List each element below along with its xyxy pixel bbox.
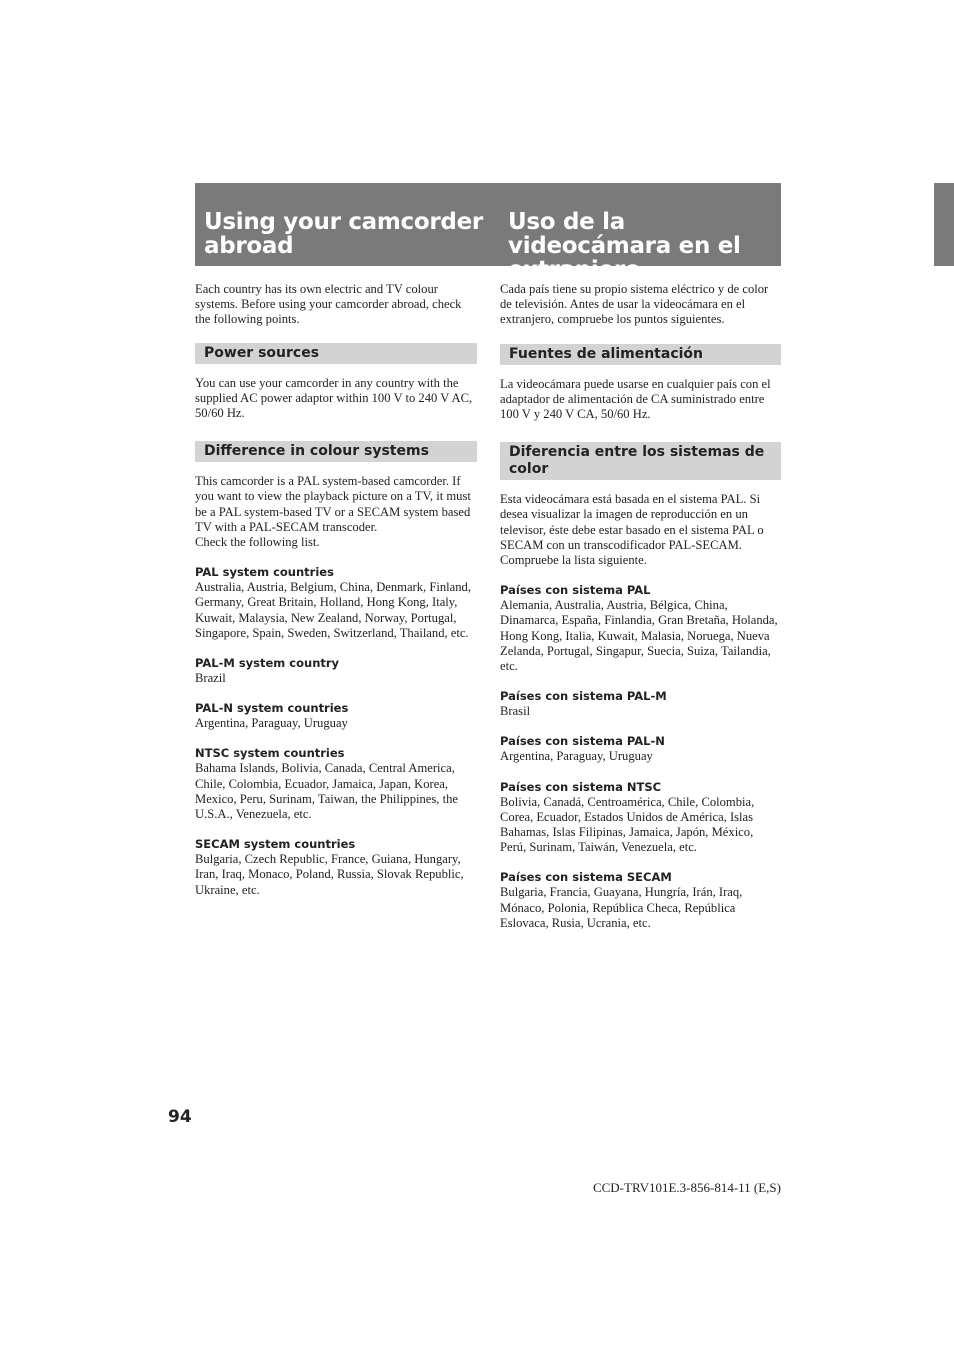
list-text-ntsc: Bahama Islands, Bolivia, Canada, Central America, Chile, Colombia, Ecuador, Jamaica, Japan, Korea, Mexico, Peru, Surinam, Taiwan, the Philippines, the U.S.A., Venezuela, etc. [195,761,458,822]
power-sources-text: You can use your camcorder in any country with the supplied AC power adaptor within 100 V to 240 V AC, 50/60 Hz. [195,375,473,421]
colour-systems-check: Compruebe la lista siguiente. [500,553,647,568]
document-code: CCD-TRV101E.3-856-814-11 (E,S) [592,1180,781,1195]
list-heading-pal-n: Países con sistema PAL-N [500,734,665,749]
list-heading-pal-n: PAL-N system countries [195,701,349,716]
page-title-english: Using your camcorder abroad [204,209,483,259]
list-heading-secam: SECAM system countries [195,837,356,852]
list-text-pal-m: Brasil [500,704,531,719]
power-sources-text: La videocámara puede usarse en cualquier país con el adaptador de alimentación de CA suministrado entre 100 V y 240 V CA, 50/60 Hz. [500,376,771,422]
list-text-ntsc: Bolivia, Canadá, Centroamérica, Chile, Colombia, Corea, Ecuador, Estados Unidos de América, Islas Bahamas, Islas Filipinas, Jamaica, Japón, México, Perú, Surinam, Taiwán, Venezuela, etc. [500,794,755,855]
section-heading-colour-systems: Diferencia entre los sistemas de color [500,442,781,480]
colour-systems-text: Esta videocámara está basada en el sistema PAL. Si desea visualizar la imagen de reproducción en un televisor, éste debe estar basado en el sistema PAL o SECAM con un transcodificador PAL-SECAM. [500,492,764,552]
page-number: 94 [168,1107,192,1127]
spanish-column [500,282,781,931]
colour-systems-check: Check the following list. [195,535,320,550]
list-text-pal: Alemania, Australia, Austria, Bélgica, China, Dinamarca, España, Finlandia, Gran Bretaña, Holanda, Hong Kong, Italia, Kuwait, Malasia, Noruega, Nueva Zelanda, Portugal, Singapur, Suecia, Suiza, Tailandia, etc. [500,598,778,674]
colour-systems-text: This camcorder is a PAL system-based camcorder. If you want to view the playback picture on a TV, it must be a PAL system-based TV or a SECAM system based TV with a PAL-SECAM transcoder. [195,474,471,534]
list-heading-pal: PAL system countries [195,565,334,580]
intro-text: Each country has its own electric and TV colour systems. Before using your camcorder abroad, check the following points. [195,282,462,327]
list-text-secam: Bulgaria, Francia, Guayana, Hungría, Irán, Iraq, Mónaco, Polonia, República Checa, República Eslovaca, Rusia, Ucrania, etc. [500,885,743,930]
section-tab-marker [934,183,954,266]
list-text-pal-m: Brazil [195,671,226,686]
english-column [195,282,477,898]
list-heading-pal-m: PAL-M system country [195,656,340,671]
list-heading-ntsc: NTSC system countries [195,746,345,761]
intro-text: Cada país tiene su propio sistema eléctrico y de color de televisión. Antes de usar la videocámara en el extranjero, compruebe los puntos siguientes. [500,282,769,327]
section-heading-power-sources: Fuentes de alimentación [500,344,781,365]
list-heading-ntsc: Países con sistema NTSC [500,779,662,794]
page-title-spanish: Uso de la videocámara en el extranjero [508,209,741,283]
list-text-pal: Australia, Austria, Belgium, China, Denmark, Finland, Germany, Great Britain, Holland, Hong Kong, Italy, Kuwait, Malaysia, New Zealand, Norway, Portugal, Singapore, Spain, Sweden, Switzerland, Thailand, etc. [195,580,471,640]
section-heading-colour-systems: Difference in colour systems [195,441,477,462]
list-heading-secam: Países con sistema SECAM [500,870,672,885]
list-heading-pal: Países con sistema PAL [500,583,651,598]
list-text-secam: Bulgaria, Czech Republic, France, Guiana, Hungary, Iran, Iraq, Monaco, Poland, Russia, Slovak Republic, Ukraine, etc. [195,852,464,897]
list-text-pal-n: Argentina, Paraguay, Uruguay [500,749,653,764]
list-heading-pal-m: Países con sistema PAL-M [500,689,667,704]
section-heading-power-sources: Power sources [195,343,477,364]
list-text-pal-n: Argentina, Paraguay, Uruguay [195,716,348,731]
